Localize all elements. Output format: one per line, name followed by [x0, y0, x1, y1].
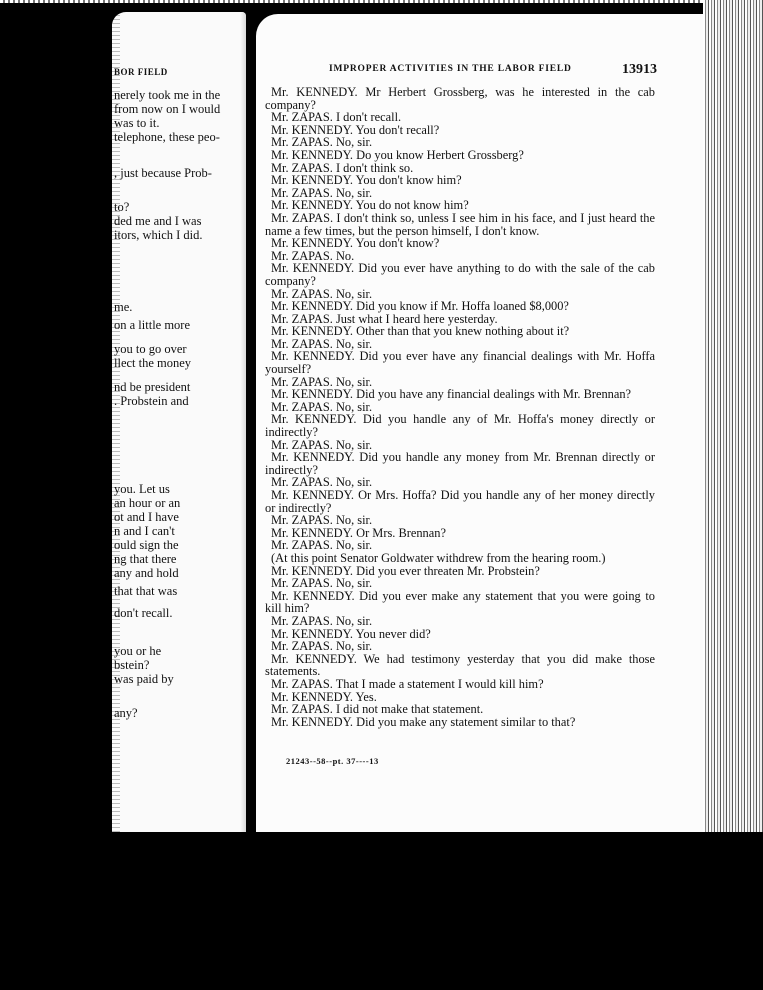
left-page-line: ng that there: [114, 552, 177, 566]
transcript-paragraph: Mr. ZAPAS. No, sir.: [271, 286, 373, 301]
transcript-paragraph: Mr. KENNEDY. Did you ever have anything to do with the sale of the cab company?: [265, 261, 655, 288]
transcript-paragraph: Mr. ZAPAS. No, sir.: [271, 374, 373, 389]
scan-top-edge: [0, 0, 763, 3]
transcript-paragraph: Mr. ZAPAS. No, sir.: [271, 639, 373, 654]
left-page-line: itors, which I did.: [114, 228, 203, 242]
page-number: 13913: [622, 62, 657, 77]
transcript-paragraph: Mr. KENNEDY. We had testimony yesterday that you did make those statements.: [265, 651, 655, 679]
transcript-paragraph: (At this point Senator Goldwater withdrew from the hearing room.): [271, 550, 606, 565]
transcript-paragraph: Mr. ZAPAS. No, sir.: [271, 576, 373, 591]
left-page-line: on a little more: [114, 318, 191, 332]
left-page-line: you to go over: [114, 342, 187, 356]
left-page-line: llect the money: [114, 356, 192, 370]
left-page-line: any and hold: [114, 566, 179, 580]
left-running-head: BOR FIELD: [114, 67, 168, 77]
transcript-paragraph: Mr. KENNEDY. Did you handle any of Mr. Hoffa's money directly or indirectly?: [265, 412, 655, 440]
transcript-paragraph: Mr. ZAPAS. I don't think so, unless I see him in his face, and I just heard the name a few times, but the person himself, I don't know.: [265, 210, 655, 238]
left-page-line: , just because Prob-: [114, 166, 212, 180]
transcript-paragraph: Mr. ZAPAS. No, sir.: [271, 613, 373, 628]
signature-code: 21243--58--pt. 37----13: [286, 756, 379, 766]
transcript-paragraph: Mr. ZAPAS. No, sir.: [271, 513, 373, 528]
transcript-paragraph: Mr. ZAPAS. No, sir.: [271, 475, 373, 490]
left-page-line: nerely took me in the: [114, 88, 221, 102]
transcript-paragraph: Mr. ZAPAS. No, sir.: [271, 538, 373, 553]
left-page-line: ould sign the: [114, 538, 179, 552]
transcript-paragraph: Mr. KENNEDY. Did you have any financial dealings with Mr. Brennan?: [271, 387, 632, 402]
transcript-paragraph: Mr. ZAPAS. No.: [271, 248, 355, 263]
left-page-line: nd be president: [114, 380, 191, 394]
running-head: IMPROPER ACTIVITIES IN THE LABOR FIELD: [329, 64, 572, 74]
left-page-line: don't recall.: [114, 606, 173, 620]
transcript-paragraph: Mr. ZAPAS. I don't recall.: [271, 110, 402, 125]
left-page-line: from now on I would: [114, 102, 221, 116]
left-page-line: an hour or an: [114, 496, 181, 510]
transcript-paragraph: Mr. ZAPAS. Just what I heard here yesterday.: [271, 311, 498, 326]
left-page-line: that that was: [114, 584, 178, 598]
left-page-line: bstein?: [114, 658, 150, 672]
left-page-line: was to it.: [114, 116, 160, 130]
transcript-paragraph: Mr. KENNEDY. Did you know if Mr. Hoffa loaned $8,000?: [271, 299, 569, 314]
transcript-paragraph: Mr. KENNEDY. Did you ever make any statement that you were going to kill him?: [265, 588, 655, 616]
transcript-paragraph: Mr. KENNEDY. Did you ever threaten Mr. Probstein?: [271, 563, 540, 578]
left-page-line: you or he: [114, 644, 162, 658]
transcript-paragraph: Mr. ZAPAS. That I made a statement I would kill him?: [271, 676, 544, 691]
left-page-line: any?: [114, 706, 138, 720]
transcript-paragraph: Mr. KENNEDY. Or Mrs. Hoffa? Did you handle any of her money directly or indirectly?: [265, 488, 655, 515]
transcript-paragraph: Mr. KENNEDY. Yes.: [271, 689, 377, 704]
transcript-body: [265, 86, 655, 728]
transcript-paragraph: Mr. ZAPAS. No, sir.: [271, 437, 373, 452]
left-page-line: you. Let us: [114, 482, 170, 496]
transcript-paragraph: Mr. ZAPAS. No, sir.: [271, 399, 373, 414]
left-page-line: to?: [114, 200, 130, 214]
left-page-line: me.: [114, 300, 133, 314]
left-facing-page: [112, 12, 246, 832]
left-page-line: telephone, these peo-: [114, 130, 220, 144]
transcript-paragraph: Mr. KENNEDY. Did you ever have any financial dealings with Mr. Hoffa yourself?: [265, 349, 655, 377]
transcript-paragraph: Mr. ZAPAS. I don't think so.: [271, 160, 414, 175]
left-page-line: n and I can't: [114, 524, 175, 538]
transcript-paragraph: Mr. KENNEDY. Mr Herbert Grossberg, was he interested in the cab company?: [265, 85, 655, 112]
right-page-edge: [703, 0, 763, 832]
transcript-paragraph: Mr. ZAPAS. I did not make that statement.: [271, 702, 484, 717]
transcript-paragraph: Mr. KENNEDY. You never did?: [271, 626, 431, 641]
transcript-paragraph: Mr. KENNEDY. Did you handle any money from Mr. Brennan directly or indirectly?: [265, 450, 655, 477]
transcript-paragraph: Mr. KENNEDY. You don't know?: [271, 236, 440, 251]
left-page-line: ot and I have: [114, 510, 179, 524]
transcript-paragraph: Mr. KENNEDY. Did you make any statement similar to that?: [271, 714, 576, 729]
transcript-paragraph: Mr. ZAPAS. No, sir.: [271, 336, 373, 351]
transcript-paragraph: Mr. KENNEDY. You don't know him?: [271, 173, 462, 188]
transcript-paragraph: Mr. ZAPAS. No, sir.: [271, 135, 373, 150]
left-page-line: . Probstein and: [114, 394, 189, 408]
transcript-paragraph: Mr. ZAPAS. No, sir.: [271, 185, 373, 200]
transcript-paragraph: Mr. KENNEDY. Other than that you knew nothing about it?: [271, 324, 570, 339]
left-page-line: was paid by: [114, 672, 174, 686]
transcript-paragraph: Mr. KENNEDY. Do you know Herbert Grossberg?: [271, 147, 524, 162]
transcript-paragraph: Mr. KENNEDY. Or Mrs. Brennan?: [271, 525, 446, 540]
transcript-paragraph: Mr. KENNEDY. You do not know him?: [271, 198, 469, 213]
left-page-line: ded me and I was: [114, 214, 202, 228]
transcript-paragraph: Mr. KENNEDY. You don't recall?: [271, 122, 440, 137]
